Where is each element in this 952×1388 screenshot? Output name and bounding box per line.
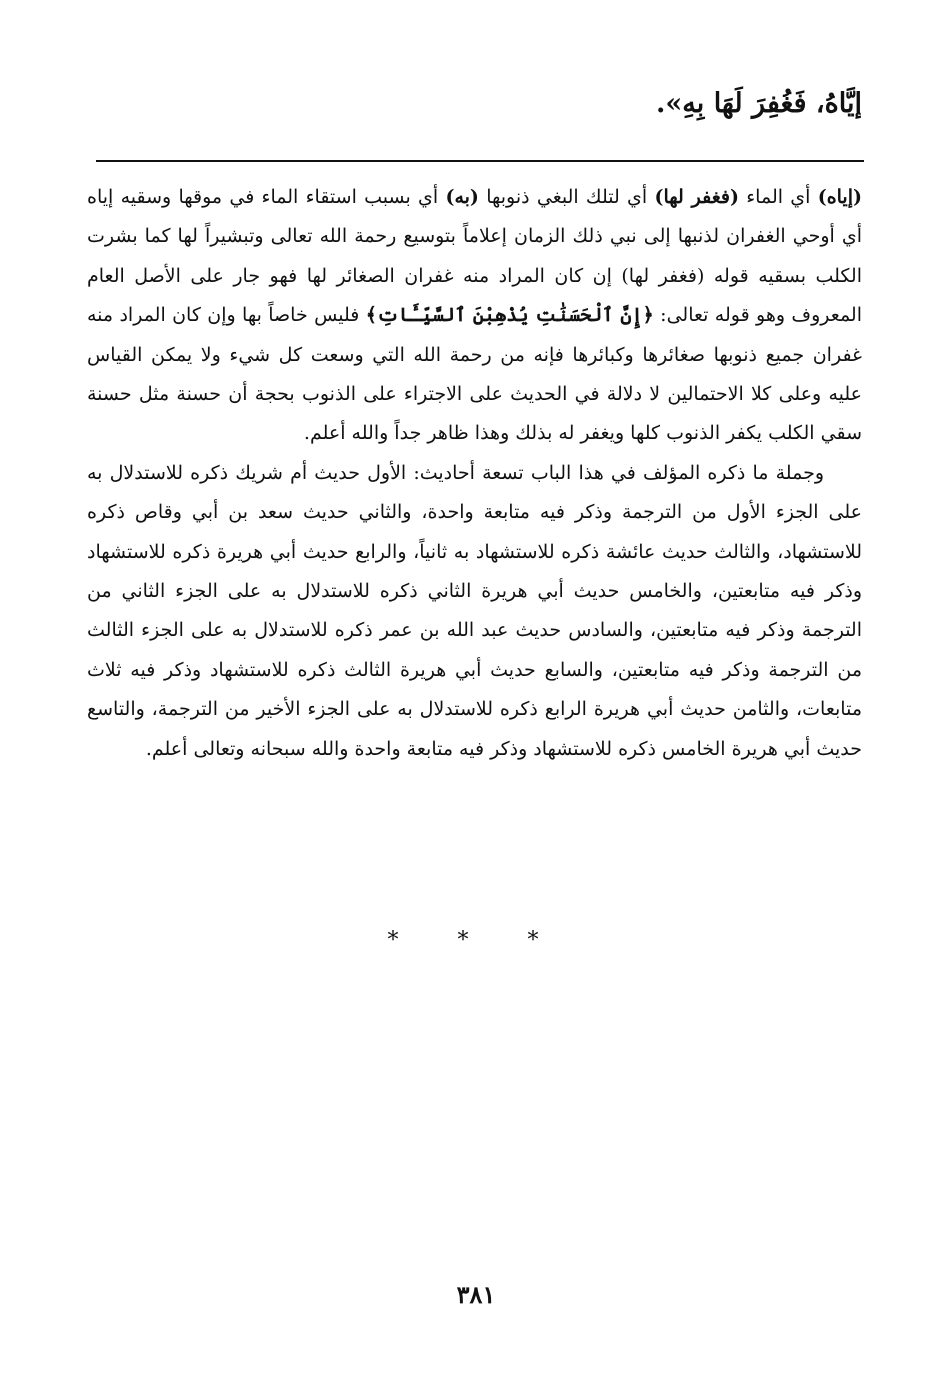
commentary-text: فليس خاصاً بها وإن كان المراد منه غفران جميع ذنوبها صغائرها وكبائرها فإنه من رحمة الله التي وسعت كل شيء ولا يمكن القياس عليه وعلى كلا الاحتمالين لا دلالة في الحديث على الاجتراء على الذنوب بحجة أن حسنة مثل حسنة سقي الكلب يكفر الذنوب كلها ويغفر له بذلك وهذا ظاهر جداً والله أعلم. — [87, 304, 862, 445]
quoted-term-bihi: (به) — [445, 186, 479, 208]
page-number: ٣٨١ — [456, 1280, 496, 1309]
commentary-paragraph-2: وجملة ما ذكره المؤلف في هذا الباب تسعة أحاديث: الأول حديث أم شريك ذكره للاستدلال به على الجزء الأول من الترجمة وذكر فيه متابعة واحدة، والثاني حديث سعد بن أبي وقاص ذكره للاستشهاد، والثالث حديث عائشة ذكره للاستشهاد به ثانياً، والرابع حديث أبي هريرة ذكره للاستشهاد وذكر فيه متابعتين، والخامس حديث أبي هريرة الثاني ذكره للاستدلال به على الجزء الثاني من الترجمة وذكر فيه متابعتين، والسادس حديث عبد الله بن عمر ذكره للاستدلال به على الجزء الثالث من الترجمة وذكر فيه متابعتين، والسابع حديث أبي هريرة الثالث ذكره للاستشهاد وذكر فيه ثلاث متابعات، والثامن حديث أبي هريرة الرابع ذكره للاستدلال به على الجزء الأخير من الترجمة، والتاسع حديث أبي هريرة الخامس ذكره للاستشهاد وذكر فيه متابعة واحدة والله سبحانه وتعالى أعلم. — [87, 461, 862, 760]
quran-verse: ﴿إِنَّ ٱلْحَسَنَٰتِ يُذْهِبْنَ ٱلسَّيِّـَٔاتِ﴾ — [365, 304, 654, 327]
hadith-text: إيَّاهُ، فَغُفِرَ لَهَا بِهِ». — [656, 88, 862, 119]
commentary-text: أي لتلك البغي ذنوبها — [478, 186, 655, 208]
commentary-text: أي بسبب استقاء الماء في موقها وسقيه إياه أي أوحي الغفران لذنبها إلى نبي ذلك الزمان إعلاماً بتوسيع رحمة الله تعالى وتبشيراً لها كما بشرت الكلب بسقيه قوله (فغفر لها) إن كان المراد منه غفران الصغائر لها فهو جار على الأصل العام المعروف وهو قوله تعالى: — [87, 186, 862, 327]
section-divider-stars: * * * — [387, 928, 565, 953]
commentary-text: أي الماء — [738, 186, 818, 208]
footnote-separator-line — [96, 160, 864, 162]
commentary-paragraph-1 — [87, 178, 862, 454]
quoted-term-fa-ghufira-laha: (فغفر لها) — [654, 186, 739, 208]
quoted-term-iyyahu: (إياه) — [817, 186, 862, 208]
commentary-block — [87, 178, 862, 769]
